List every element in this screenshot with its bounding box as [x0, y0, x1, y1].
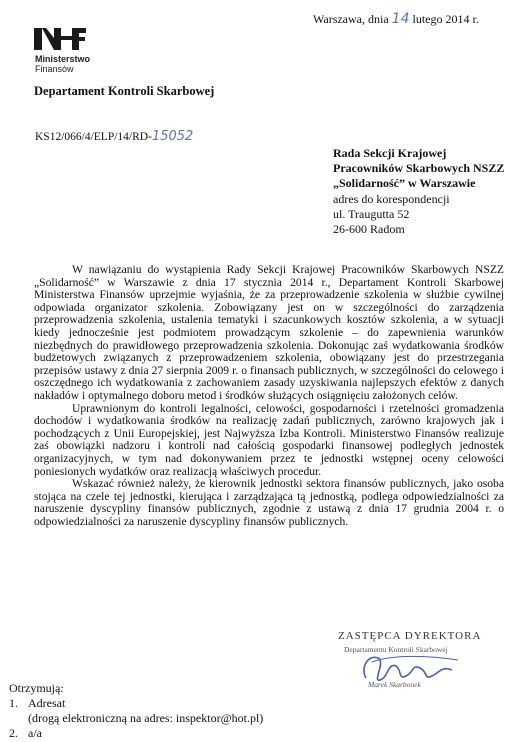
- body-paragraph-2: Uprawnionym do kontroli legalności, celowości, gospodarności i rzetelności gromadzenia dochodów i wydatkowania środków na realizację zadań publicznych, zarówno krajowych jak i pochodzących z Unii Europejskiej, jest Najwyższa Izba Kontroli. Ministerstwo Finansów realizuje zaś obowiązki nadzoru i kontroli nad całością gospodarki finansowej podległych jednostek organizacyjnych, w tym nad dokonywaniem przez te jednostki wstępnej oceny celowości poniesionych wydatków oraz realizacją właściwych procedur.: [34, 401, 504, 478]
- reference-number: [35, 129, 193, 144]
- reference-handwritten: 15052: [151, 129, 194, 144]
- department-name: Departament Kontroli Skarbowej: [34, 84, 215, 98]
- recipient-name-1: Adresat: [28, 696, 66, 710]
- dateline-prefix: Warszawa, dnia: [313, 12, 389, 26]
- recipient-item-1-detail: [9, 711, 263, 726]
- addressee-line6: 26-600 Radom: [333, 222, 405, 237]
- dateline: [313, 11, 479, 27]
- dateline-day: 14: [391, 11, 410, 27]
- ministry-name-line2: Finansów: [35, 64, 74, 74]
- recipient-number-1: 1.: [9, 696, 18, 710]
- dateline-suffix: lutego 2014 r.: [412, 12, 479, 26]
- ministry-name-line1: Ministerstwo: [35, 54, 91, 64]
- addressee-line2: Pracowników Skarbowych NSZZ: [333, 161, 505, 176]
- addressee-line4: adres do korespondencji: [333, 191, 450, 206]
- signature-stamp: [338, 630, 503, 705]
- stamp-title: ZASTĘPCA DYREKTORA: [338, 630, 482, 642]
- letter-body: [34, 264, 504, 528]
- recipient-name-2: a/a: [28, 726, 42, 740]
- stamp-department: Departamentu Kontroli Skarbowej: [344, 645, 448, 654]
- recipient-detail-1: (drogą elektroniczną na adres: inspektor@hot.pl): [28, 711, 264, 725]
- recipient-number-2: 2.: [9, 726, 18, 740]
- body-paragraph-3: Wskazać również należy, że kierownik jednostki sektora finansów publicznych, jako osoba stojąca na czele tej jednostki, kierująca i zarządzająca tą jednostką, podlega odpowiedzialności za naruszenie dyscypliny finansów publicznych, zgodnie z ustawą z dnia 17 grudnia 2004 r. o odpowiedzialności za naruszenie dyscypliny finansów publicznych.: [34, 477, 504, 528]
- addressee-line3: „Solidarność” w Warszawie: [333, 176, 476, 191]
- addressee-line5: ul. Traugutta 52: [333, 206, 410, 221]
- recipients-list: [9, 681, 263, 741]
- ministry-name: [35, 54, 90, 74]
- addressee-block: [333, 146, 504, 237]
- ministry-logo-icon: [34, 26, 86, 50]
- reference-printed: KS12/066/4/ELP/14/RD-: [35, 131, 152, 143]
- body-paragraph-1: W nawiązaniu do wystąpienia Rady Sekcji Krajowej Pracowników Skarbowych NSZZ „Solidarność” w Warszawie z dnia 17 stycznia 2014 r., Departament Kontroli Skarbowej Ministerstwa Finansów uprzejmie wyjaśnia, że za przeprowadzenie szkolenia w służbie cywilnej odpowiada organizator szkolenia. Zobowiązany jest on w szczególności do zarządzenia przeprowadzenia szkolenia, ustalenia tematyki i szacunkowych kosztów szkolenia, a w sytuacji kiedy jednocześnie jest podmiotem prowadzącym szkolenie – do zapewnienia warunków niezbędnych do prawidłowego przeprowadzenia szkolenia. Dokonując zaś wydatkowania środków budżetowych związanych z przeprowadzeniem szkolenia, obowiązany jest do przestrzegania przepisów ustawy z dnia 27 sierpnia 2009 r. o finansach publicznych, w szczególności do celowego i oszczędnego ich wydatkowania z zachowaniem zasady uzyskiwania najlepszych efektów z danych nakładów i optymalnego doboru metod i środków służących osiągnięciu założonych celów.: [34, 263, 504, 402]
- stamp-name: Marek Skarbonek: [368, 680, 421, 689]
- recipients-heading: Otrzymują:: [9, 681, 64, 695]
- addressee-line1: Rada Sekcji Krajowej: [333, 146, 447, 160]
- recipient-item-2: [9, 726, 263, 741]
- recipient-item-1: [9, 696, 263, 711]
